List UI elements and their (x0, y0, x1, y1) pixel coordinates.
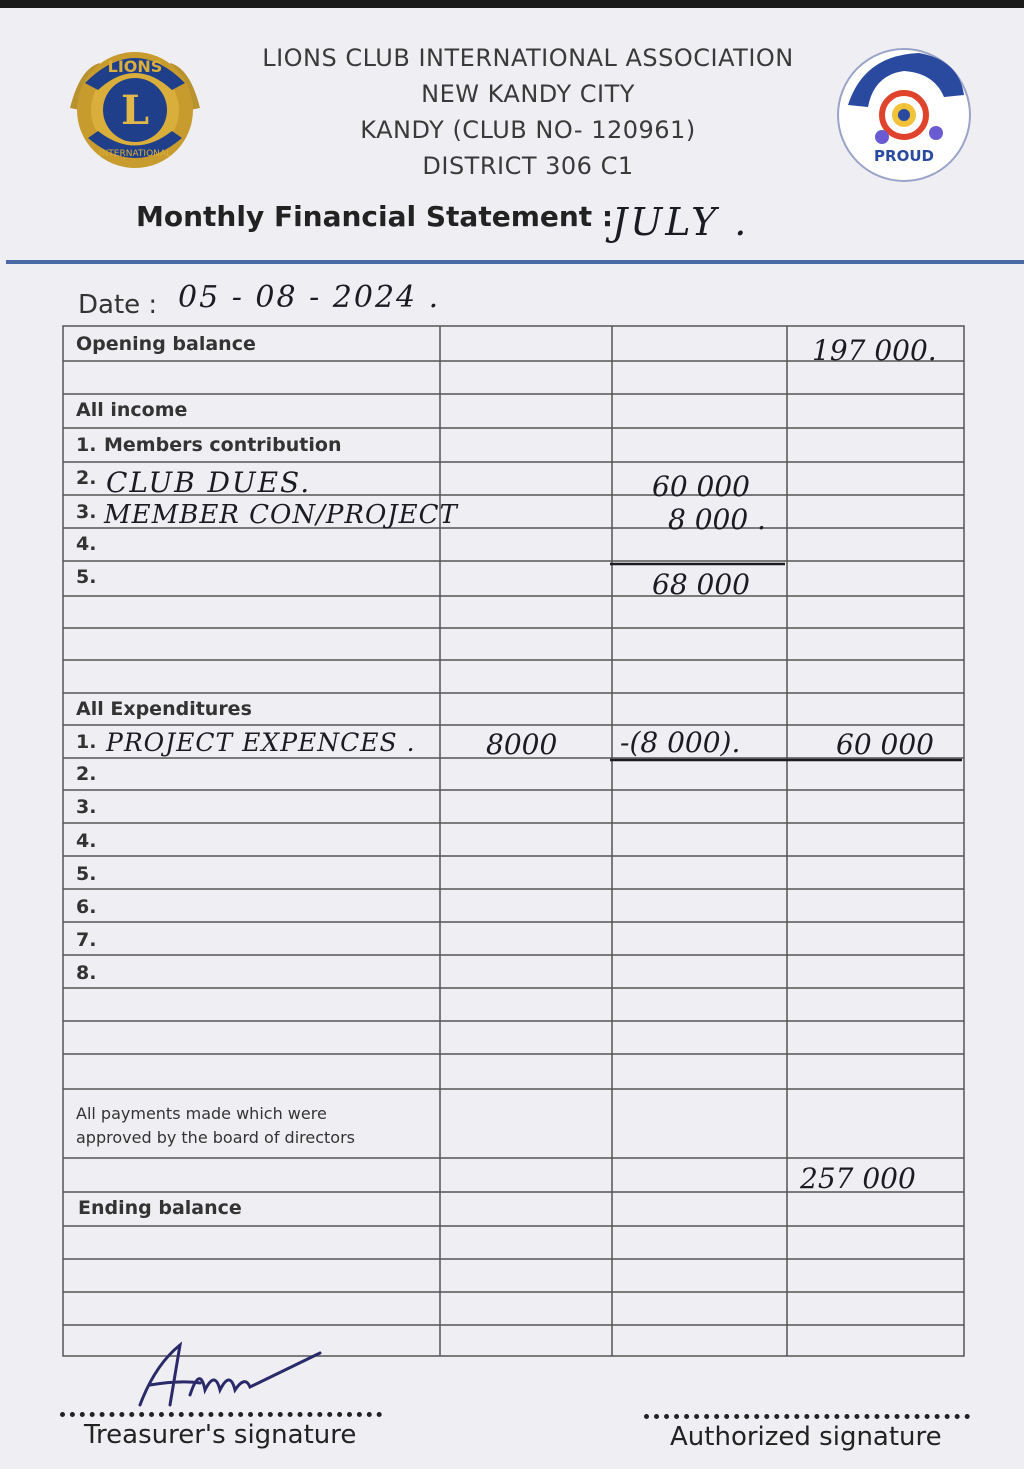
header-line-club-no: KANDY (CLUB NO- 120961) (360, 116, 696, 144)
expenditure-item-1-col4: 60 000 (836, 728, 934, 761)
payments-note-line-1: All payments made which were (76, 1104, 327, 1123)
expenditure-item-num: 3. (76, 796, 97, 818)
expenditure-item-num: 4. (76, 830, 97, 852)
authorized-signature-line (644, 1414, 970, 1419)
expenditure-item-num: 7. (76, 929, 97, 951)
income-item-5-num: 5. (76, 566, 97, 588)
lions-logo-top-text: LIONS (107, 57, 163, 76)
expenditure-item-1-num: 1. (76, 731, 97, 753)
date-value: 05 - 08 - 2024 . (178, 280, 441, 315)
income-item-1-text: Members contribution (104, 434, 342, 456)
income-item-3-amount: 8 000 . (668, 503, 766, 536)
expenditure-item-1-col2: 8000 (486, 728, 558, 761)
income-item-4-num: 4. (76, 533, 97, 555)
proud-logo-text: PROUD (874, 147, 934, 165)
expenditure-item-1-text: PROJECT EXPENCES . (106, 728, 416, 757)
treasurer-signature-mark (120, 1335, 340, 1420)
treasurer-signature-line (60, 1412, 382, 1417)
header-line-district: DISTRICT 306 C1 (422, 152, 634, 180)
opening-balance-label: Opening balance (76, 333, 256, 355)
income-total-amount: 68 000 (652, 568, 750, 601)
expenditure-item-num: 5. (76, 863, 97, 885)
expenditure-item-num: 8. (76, 962, 97, 984)
ending-balance-label: Ending balance (78, 1197, 242, 1219)
income-item-2-amount: 60 000 (652, 470, 750, 503)
opening-balance-amount: 197 000. (812, 334, 937, 367)
lions-logo-center: L (120, 87, 150, 134)
expenditure-item-1-col3: -(8 000). (620, 726, 741, 759)
authorized-signature-label: Authorized signature (670, 1422, 942, 1452)
statement-month: JULY . (612, 200, 750, 244)
expenditure-item-num: 2. (76, 763, 97, 785)
income-item-1-num: 1. (76, 434, 97, 456)
treasurer-signature-label: Treasurer's signature (84, 1420, 357, 1450)
income-item-2-text: CLUB DUES. (106, 466, 312, 499)
payments-note-line-2: approved by the board of directors (76, 1128, 355, 1147)
expenditure-item-num: 6. (76, 896, 97, 918)
all-expenditures-label: All Expenditures (76, 698, 252, 720)
date-label: Date : (78, 290, 158, 320)
page-title: Monthly Financial Statement : (136, 200, 614, 233)
all-income-label: All income (76, 399, 188, 421)
header-line-association: LIONS CLUB INTERNATIONAL ASSOCIATION (262, 44, 794, 72)
income-item-2-num: 2. (76, 467, 97, 489)
ending-balance-amount: 257 000 (800, 1162, 916, 1195)
lions-logo-bottom-text: INTERNATIONAL (98, 149, 172, 159)
income-item-3-num: 3. (76, 501, 97, 523)
header-line-city: NEW KANDY CITY (421, 80, 635, 108)
income-item-3-text: MEMBER CON/PROJECT (104, 500, 458, 530)
